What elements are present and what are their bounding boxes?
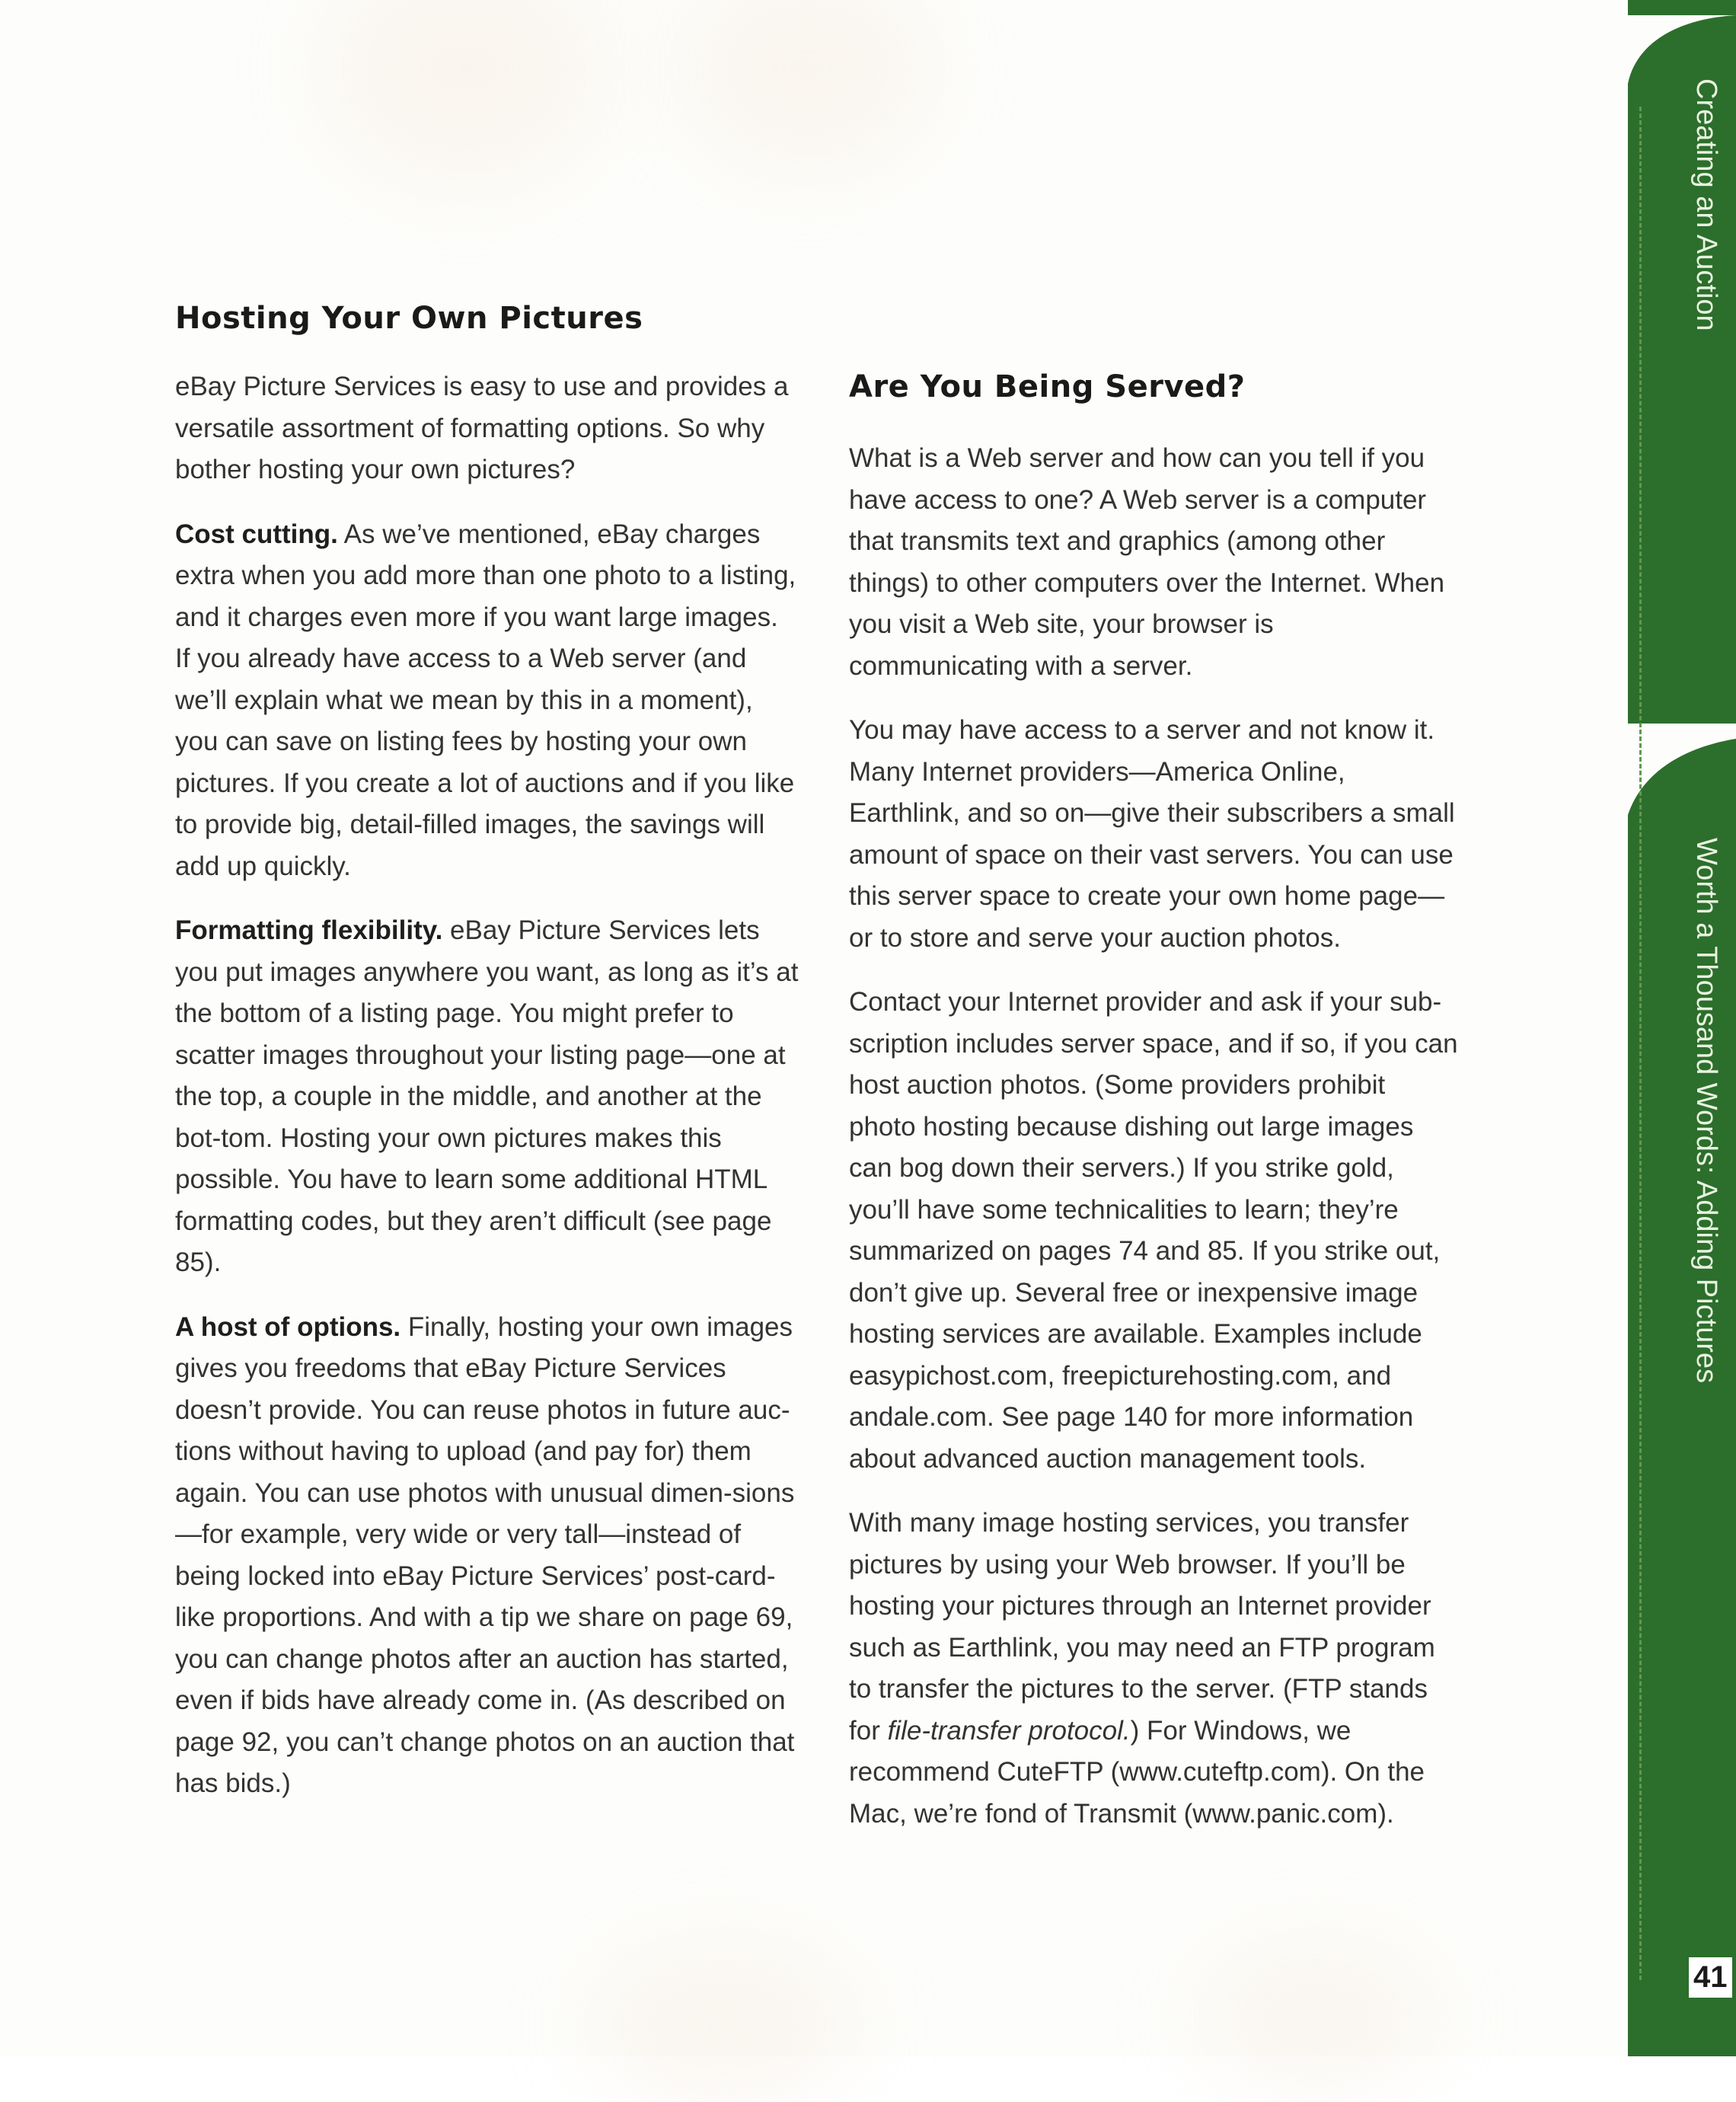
side-tab-chapter-label: Worth a Thousand Words: Adding Pictures: [1690, 838, 1722, 1384]
right-column: [849, 369, 1458, 1858]
left-column: [175, 301, 799, 1828]
side-tab-dashed-rule: [1639, 107, 1642, 1980]
ftp-text-end: ) For Windows, we recommend CuteFTP (www.cuteftp.com). On the Mac, we’re fond of Transmit (www.panic.com).: [849, 1715, 1425, 1829]
cost-cutting-body: As we’ve mentioned, eBay charges extra when you add more than one photo to a listing, and it charges even more if you want large images. If you already have access to a Web server (and we’ll explain what we mean by this in a moment), you can save on listing fees by hosting your own pictures. If you create a lot of auctions and if you like to provide big, detail-filled images, the savings will add up quickly.: [175, 519, 796, 881]
side-tab-section-curve: [1628, 724, 1736, 815]
server-access-paragraph: You may have access to a server and not know it. Many Internet providers—America Online, Earthlink, and so on—give their subscribers a small amount of space on their vast servers. You can use this server space to create your own home page—or to store and serve your auction photos.: [849, 715, 1455, 953]
section-heading-hosting: Hosting Your Own Pictures: [175, 301, 643, 336]
contact-provider-paragraph: Contact your Internet provider and ask if your sub-scription includes server space, and if so, if you can host auction photos. (Some providers prohibit photo hosting because dishing out large images can bog down their servers.) If you strike gold, you’ll have some technicalities to learn; they’re summarized on pages 74 and 85. If you strike out, don’t give up. Several free or inexpensive image hosting services are available. Examples include easypichost.com, freepicturehosting.com, and andale.com. See page 140 for more information about advanced auction management tools.: [849, 987, 1458, 1474]
ftp-definition: file-transfer protocol.: [887, 1715, 1131, 1746]
formatting-flexibility-body: eBay Picture Services lets you put images anywhere you want, as long as it’s at the bottom of a listing page. You might prefer to scatter images throughout your listing page—one at the top, a couple in the middle, and another at the bot-tom. Hosting your own pictures makes this possible. You have to learn some additional HTML formatting codes, but they aren’t difficult (see page 85).: [175, 915, 799, 1277]
formatting-flexibility-paragraph: [175, 910, 799, 1284]
host-of-options-body: Finally, hosting your own images gives you freedoms that eBay Picture Services doesn’t provide. You can reuse photos in future auc-tions without having to upload (and pay for) them again. You can use photos with unusual dimen-sions—for example, very wide or very tall—instead of being locked into eBay Picture Services’ post-card-like proportions. And with a tip we share on page 69, you can change photos after an auction has started, even if bids have already come in. (As described on page 92, you can’t change photos on an auction that has bids.): [175, 1311, 795, 1798]
host-of-options-lead: A host of options.: [175, 1311, 401, 1342]
web-server-paragraph: What is a Web server and how can you tell if you have access to one? A Web server is a computer that transmits text and graphics (among other things) to other computers over the Internet. When you visit a Web site, your browser is communicating with a server.: [849, 443, 1445, 681]
page-number: 41: [1689, 1957, 1732, 1998]
cost-cutting-paragraph: [175, 514, 799, 888]
side-tab-section-label: Creating an Auction: [1690, 78, 1722, 331]
ftp-text-start: With many image hosting services, you transfer pictures by using your Web browser. If you’ll be hosting your pictures through an Internet provider such as Earthlink, you may need an FTP program to transfer the pictures to the server. (FTP stands for: [849, 1508, 1435, 1746]
intro-paragraph: eBay Picture Services is easy to use and provides a versatile assortment of formatting options. So why bother hosting your own pictures?: [175, 372, 789, 484]
cost-cutting-lead: Cost cutting.: [175, 519, 338, 549]
host-of-options-paragraph: [175, 1307, 799, 1805]
ftp-paragraph: [849, 1503, 1458, 1835]
section-heading-served: Are You Being Served?: [849, 369, 1246, 404]
formatting-flexibility-lead: Formatting flexibility.: [175, 915, 443, 945]
